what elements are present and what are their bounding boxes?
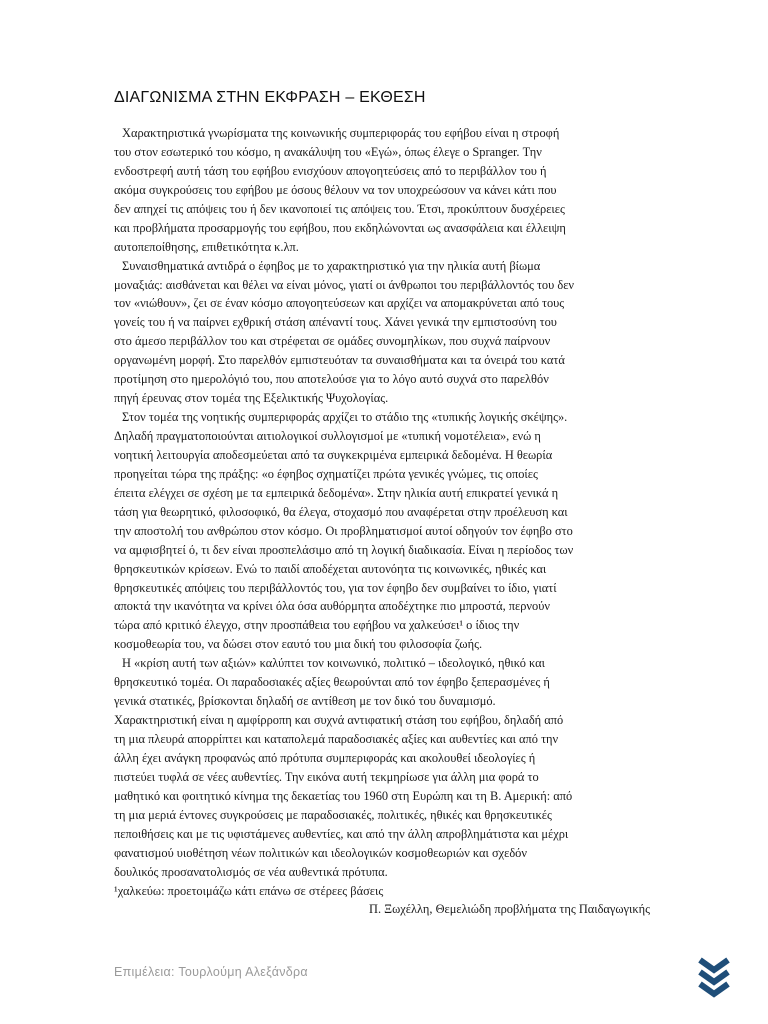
- text-line: οργανωμένη μορφή. Στο παρελθόν εμπιστευόταν τα συναισθήματα και τα όνειρά του κατά: [114, 353, 565, 368]
- text-line: γονείς του ή να παίρνει εχθρική στάση απέναντί τους. Χάνει γενικά την εμπιστοσύνη του: [114, 315, 557, 330]
- text-line: ακόμα συγκρούσεις του εφήβου με όσους θέλουν να τον υποχρεώσουν να κάνει κάτι που: [114, 182, 557, 197]
- text-line: αποκτά την ικανότητα να κρίνει όλα όσα αυθόρμητα αποδέχτηκε πιο μπροστά, περνούν: [114, 599, 550, 614]
- text-line: να αμφισβητεί ό, τι δεν είναι προσπελάσιμο από τη λογική διαδικασία. Είναι η περίοδος των: [114, 542, 574, 557]
- text-line: κοσμοθεωρία του, να δώσει στον εαυτό του μια δική του φιλοσοφία ζωής.: [114, 637, 483, 652]
- text-line: φανατισμού υιοθέτηση νέων πολιτικών και ιδεολογικών κοσμοθεωριών και σχεδόν: [114, 845, 527, 860]
- text-line: του στον εσωτερικό του κόσμο, η ανακάλυψη του «Εγώ», όπως έλεγε ο Spranger. Την: [114, 144, 542, 159]
- text-line: δεν απηχεί τις απόψεις του ή δεν ικανοποιεί τις απόψεις του. Έτσι, προκύπτουν δυσχέρειες: [114, 201, 565, 216]
- text-line: πιστεύει τυφλά σε νέες αυθεντίες. Την εικόνα αυτή τεκμηρίωσε για άλλη μια φορά το: [114, 769, 539, 784]
- text-line: θρησκευτικών κρίσεων. Ενώ το παιδί αποδέχεται αυτονόητα τις κοινωνικές, ηθικές και: [114, 561, 547, 576]
- text-line: πεποιθήσεις και με τις υφιστάμενες αυθεντίες, και από την άλλη απροβλημάτιστα και μέχρι: [114, 826, 569, 841]
- text-line: νοητική λειτουργία αποδεσμεύεται από τα συγκεκριμένα εμπειρικά δεδομένα. Η θεωρία: [114, 447, 553, 462]
- text-line: Στον τομέα της νοητικής συμπεριφοράς αρχίζει το στάδιο της «τυπικής λογικής σκέψης».: [122, 410, 568, 425]
- footnote: ¹χαλκεύω: προετοιμάζω κάτι επάνω σε στέρεες βάσεις: [114, 883, 384, 898]
- text-line: στο άμεσο περιβάλλον του και στρέφεται σε ομάδες συνομηλίκων, που συχνά παίρνουν: [114, 334, 551, 349]
- text-line: Συναισθηματικά αντιδρά ο έφηβος με το χαρακτηριστικό για την ηλικία αυτή βίωμα: [122, 258, 541, 273]
- text-line: Χαρακτηριστικά γνωρίσματα της κοινωνικής συμπεριφοράς του εφήβου είναι η στροφή: [122, 126, 560, 140]
- text-line: θρησκευτικό τομέα. Οι παραδοσιακές αξίες θεωρούνται από τον έφηβο ξεπερασμένες ή: [114, 675, 550, 690]
- text-line: τη μια πλευρά απορρίπτει και καταπολεμά παραδοσιακές αξίες και αυθεντίες και από την: [114, 732, 559, 746]
- text-line: τώρα από κριτικό έλεγχο, στην προσπάθεια του εφήβου να χαλκεύσει¹ ο ίδιος την: [114, 618, 520, 633]
- text-line: τη μια μεριά έντονες συγκρούσεις με παραδοσιακές, πολιτικές, ηθικές και θρησκευτικές: [114, 807, 552, 822]
- text-line: Χαρακτηριστική είναι η αμφίρροπη και συχνά αντιφατική στάση του εφήβου, δηλαδή από: [114, 713, 564, 728]
- text-line: προτίμηση στο ημερολόγιό του, που αποτελούσε για το λόγο αυτό συχνά στο παρελθόν: [114, 372, 549, 387]
- text-line: και προβλήματα προσαρμογής του εφήβου, που εκδηλώνονται ως ανασφάλεια και έλλειψη: [114, 220, 566, 235]
- chevron-double-down-icon[interactable]: [690, 952, 738, 1000]
- text-line: μαθητικό και φοιτητικό κίνημα της δεκαετίας του 1960 στη Ευρώπη και τη Β. Αμερική: από: [114, 788, 573, 803]
- document-body: [114, 124, 654, 919]
- text-line: τάση για θεωρητικό, φιλοσοφικό, θα έλεγα, στοχασμό που αναφέρεται στην προέλευση και: [114, 504, 568, 519]
- text-line: αυτοπεποίθησης, επιθετικότητα κ.λπ.: [114, 239, 299, 254]
- source-citation: Π. Ξωχέλλη, Θεμελιώδη προβλήματα της Παιδαγωγικής: [369, 902, 650, 917]
- text-line: τον «νιώθουν», ζει σε έναν κόσμο απογοητεύσεων και αρχίζει να απομακρύνεται από τους: [114, 296, 565, 311]
- text-line: πηγή έρευνας στον τομέα της Εξελικτικής Ψυχολογίας.: [114, 391, 389, 406]
- text-line: Δηλαδή πραγματοποιούνται αιτιολογικοί συλλογισμοί με «τυπική νομοτέλεια», ενώ η: [114, 429, 541, 443]
- text-line: γενικά στατικές, βρίσκονται δηλαδή σε αντίθεση με τον δικό του δυναμισμό.: [114, 694, 496, 709]
- text-line: άλλη έχει ανάγκη προφανώς από πρότυπα συμπεριφοράς και ακολουθεί ιδεολογίες ή: [114, 750, 536, 765]
- text-line: ενδοστρεφή αυτή τάση του εφήβου ενισχύουν απογοητεύσεις από το περιβάλλον του ή: [114, 163, 547, 178]
- text-line: θρησκευτικές απόψεις του περιβάλλοντός του, για τον έφηβο δεν συμβαίνει το ίδιο, γιατί: [114, 580, 557, 595]
- document-title: ΔΙΑΓΩΝΙΣΜΑ ΣΤΗΝ ΕΚΦΡΑΣΗ – ΕΚΘΕΣΗ: [114, 89, 426, 106]
- text-line: δουλικός προσανατολισμός σε νέα αυθεντικά πρότυπα.: [114, 864, 388, 879]
- text-line: την αποστολή του ανθρώπου στον κόσμο. Οι προβληματισμοί αυτοί οδηγούν τον έφηβο στο: [114, 523, 573, 538]
- footer-credit: Επιμέλεια: Τουρλούμη Αλεξάνδρα: [114, 965, 308, 979]
- text-line: μοναξιάς: αισθάνεται και θέλει να είναι μόνος, γιατί οι άνθρωποι του περιβάλλοντός του δεν: [114, 277, 575, 292]
- text-line: έπειτα ελέγχει σε σχέση με τα εμπειρικά δεδομένα». Στην ηλικία αυτή επικρατεί γενικά η: [114, 485, 559, 500]
- text-line: Η «κρίση αυτή των αξιών» καλύπτει τον κοινωνικό, πολιτικό – ιδεολογικό, ηθικό και: [122, 656, 545, 671]
- text-line: προηγείται τώρα της πράξης: «ο έφηβος σχηματίζει πρώτα γενικές γνώμες, τις οποίες: [114, 466, 538, 481]
